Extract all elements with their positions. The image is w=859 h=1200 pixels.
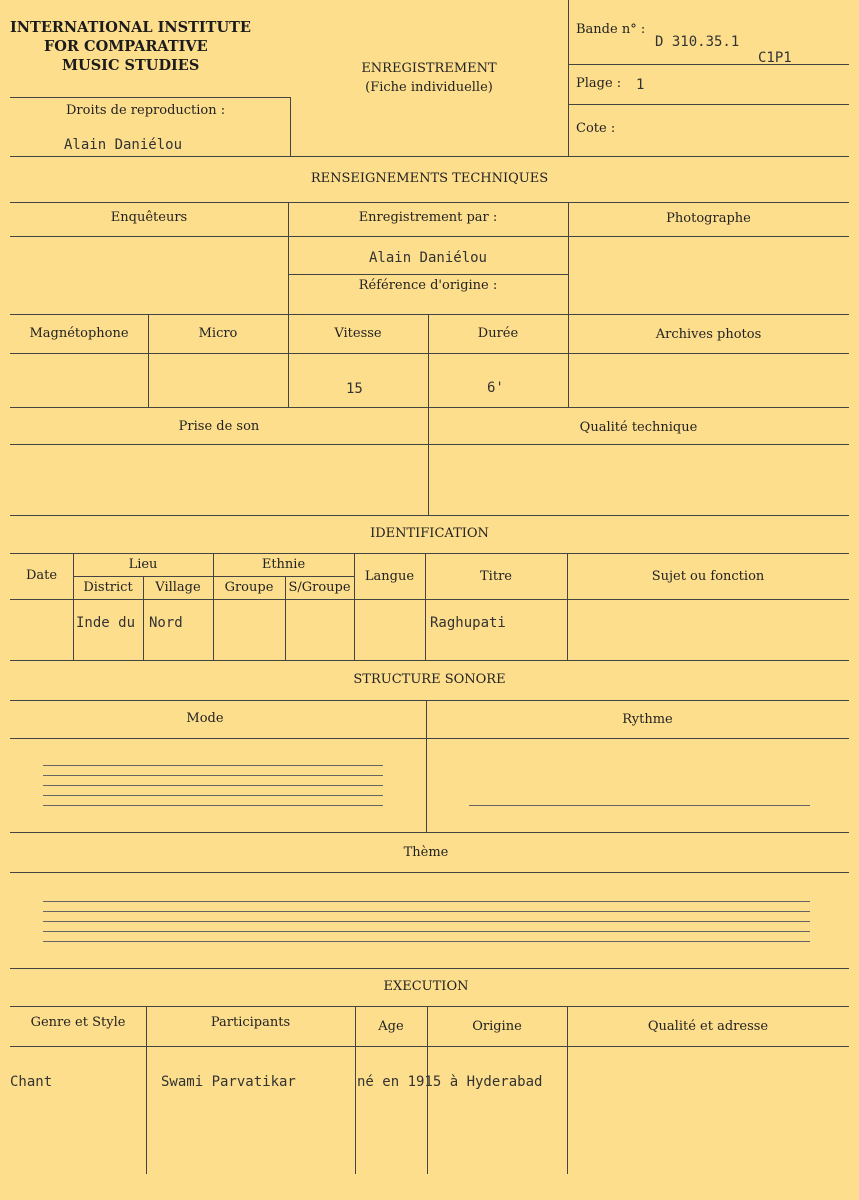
district-label: District [83, 580, 133, 595]
rights-label: Droits de reproduction : [66, 103, 226, 118]
institute-name-line2: FOR COMPARATIVE [44, 38, 208, 55]
ethnie-label: Ethnie [261, 557, 306, 572]
titre-label: Titre [480, 569, 512, 584]
qualite-adresse-label: Qualité et adresse [647, 1019, 769, 1034]
prise-de-son-label: Prise de son [178, 419, 260, 434]
genre-value: Chant [10, 1074, 53, 1090]
magnetophone-label: Magnétophone [29, 326, 129, 341]
enregistrement-label: Enregistrement par : [358, 210, 498, 225]
reference-label: Référence d'origine : [358, 278, 498, 293]
titre-value: Raghupati [430, 615, 506, 631]
date-label: Date [25, 568, 58, 583]
lieu-label: Lieu [128, 557, 158, 572]
age-label: Age [378, 1019, 404, 1034]
mode-label: Mode [186, 711, 224, 726]
technical-section-title: RENSEIGNEMENTS TECHNIQUES [310, 171, 549, 186]
duree-value: 6' [487, 380, 504, 396]
langue-label: Langue [364, 569, 415, 584]
cote-label: Cote : [576, 121, 616, 136]
institute-name-line1: INTERNATIONAL INSTITUTE [10, 19, 251, 36]
plage-value: 1 [636, 77, 645, 93]
bande-value: D 310.35.1 [655, 34, 740, 50]
participants-value: Swami Parvatikar [161, 1074, 296, 1090]
vitesse-label: Vitesse [334, 326, 382, 341]
theme-label: Thème [403, 845, 449, 860]
rythme-label: Rythme [622, 712, 673, 727]
genre-label: Genre et Style [30, 1015, 126, 1030]
enqueteurs-label: Enquêteurs [110, 210, 188, 225]
identification-section-title: IDENTIFICATION [370, 526, 489, 541]
qualite-technique-label: Qualité technique [579, 420, 698, 435]
photographe-label: Photographe [666, 211, 751, 226]
duree-label: Durée [477, 326, 519, 341]
groupe-label: Groupe [224, 580, 274, 595]
enregistrement-value: Alain Daniélou [368, 250, 487, 266]
district-value: Inde du [76, 615, 136, 631]
plage-label: Plage : [576, 76, 622, 91]
age-origine-value: né en 1915 à Hyderabad [357, 1074, 543, 1090]
archives-photos-label: Archives photos [655, 327, 762, 342]
bande-code: C1P1 [758, 50, 792, 66]
origine-label: Origine [472, 1019, 522, 1034]
form-subtitle: (Fiche individuelle) [365, 80, 493, 95]
village-label: Village [155, 580, 201, 595]
form-title: ENREGISTREMENT [361, 61, 497, 76]
sujet-label: Sujet ou fonction [651, 569, 765, 584]
execution-section-title: EXECUTION [383, 979, 469, 994]
rights-value: Alain Daniélou [64, 137, 183, 153]
micro-label: Micro [198, 326, 238, 341]
institute-name-line3: MUSIC STUDIES [62, 57, 200, 74]
sgroupe-label: S/Groupe [288, 580, 351, 595]
bande-label: Bande n° : [576, 22, 646, 37]
participants-label: Participants [210, 1015, 291, 1030]
vitesse-value: 15 [346, 381, 363, 397]
structure-section-title: STRUCTURE SONORE [353, 672, 506, 687]
village-value: Nord [149, 615, 183, 631]
